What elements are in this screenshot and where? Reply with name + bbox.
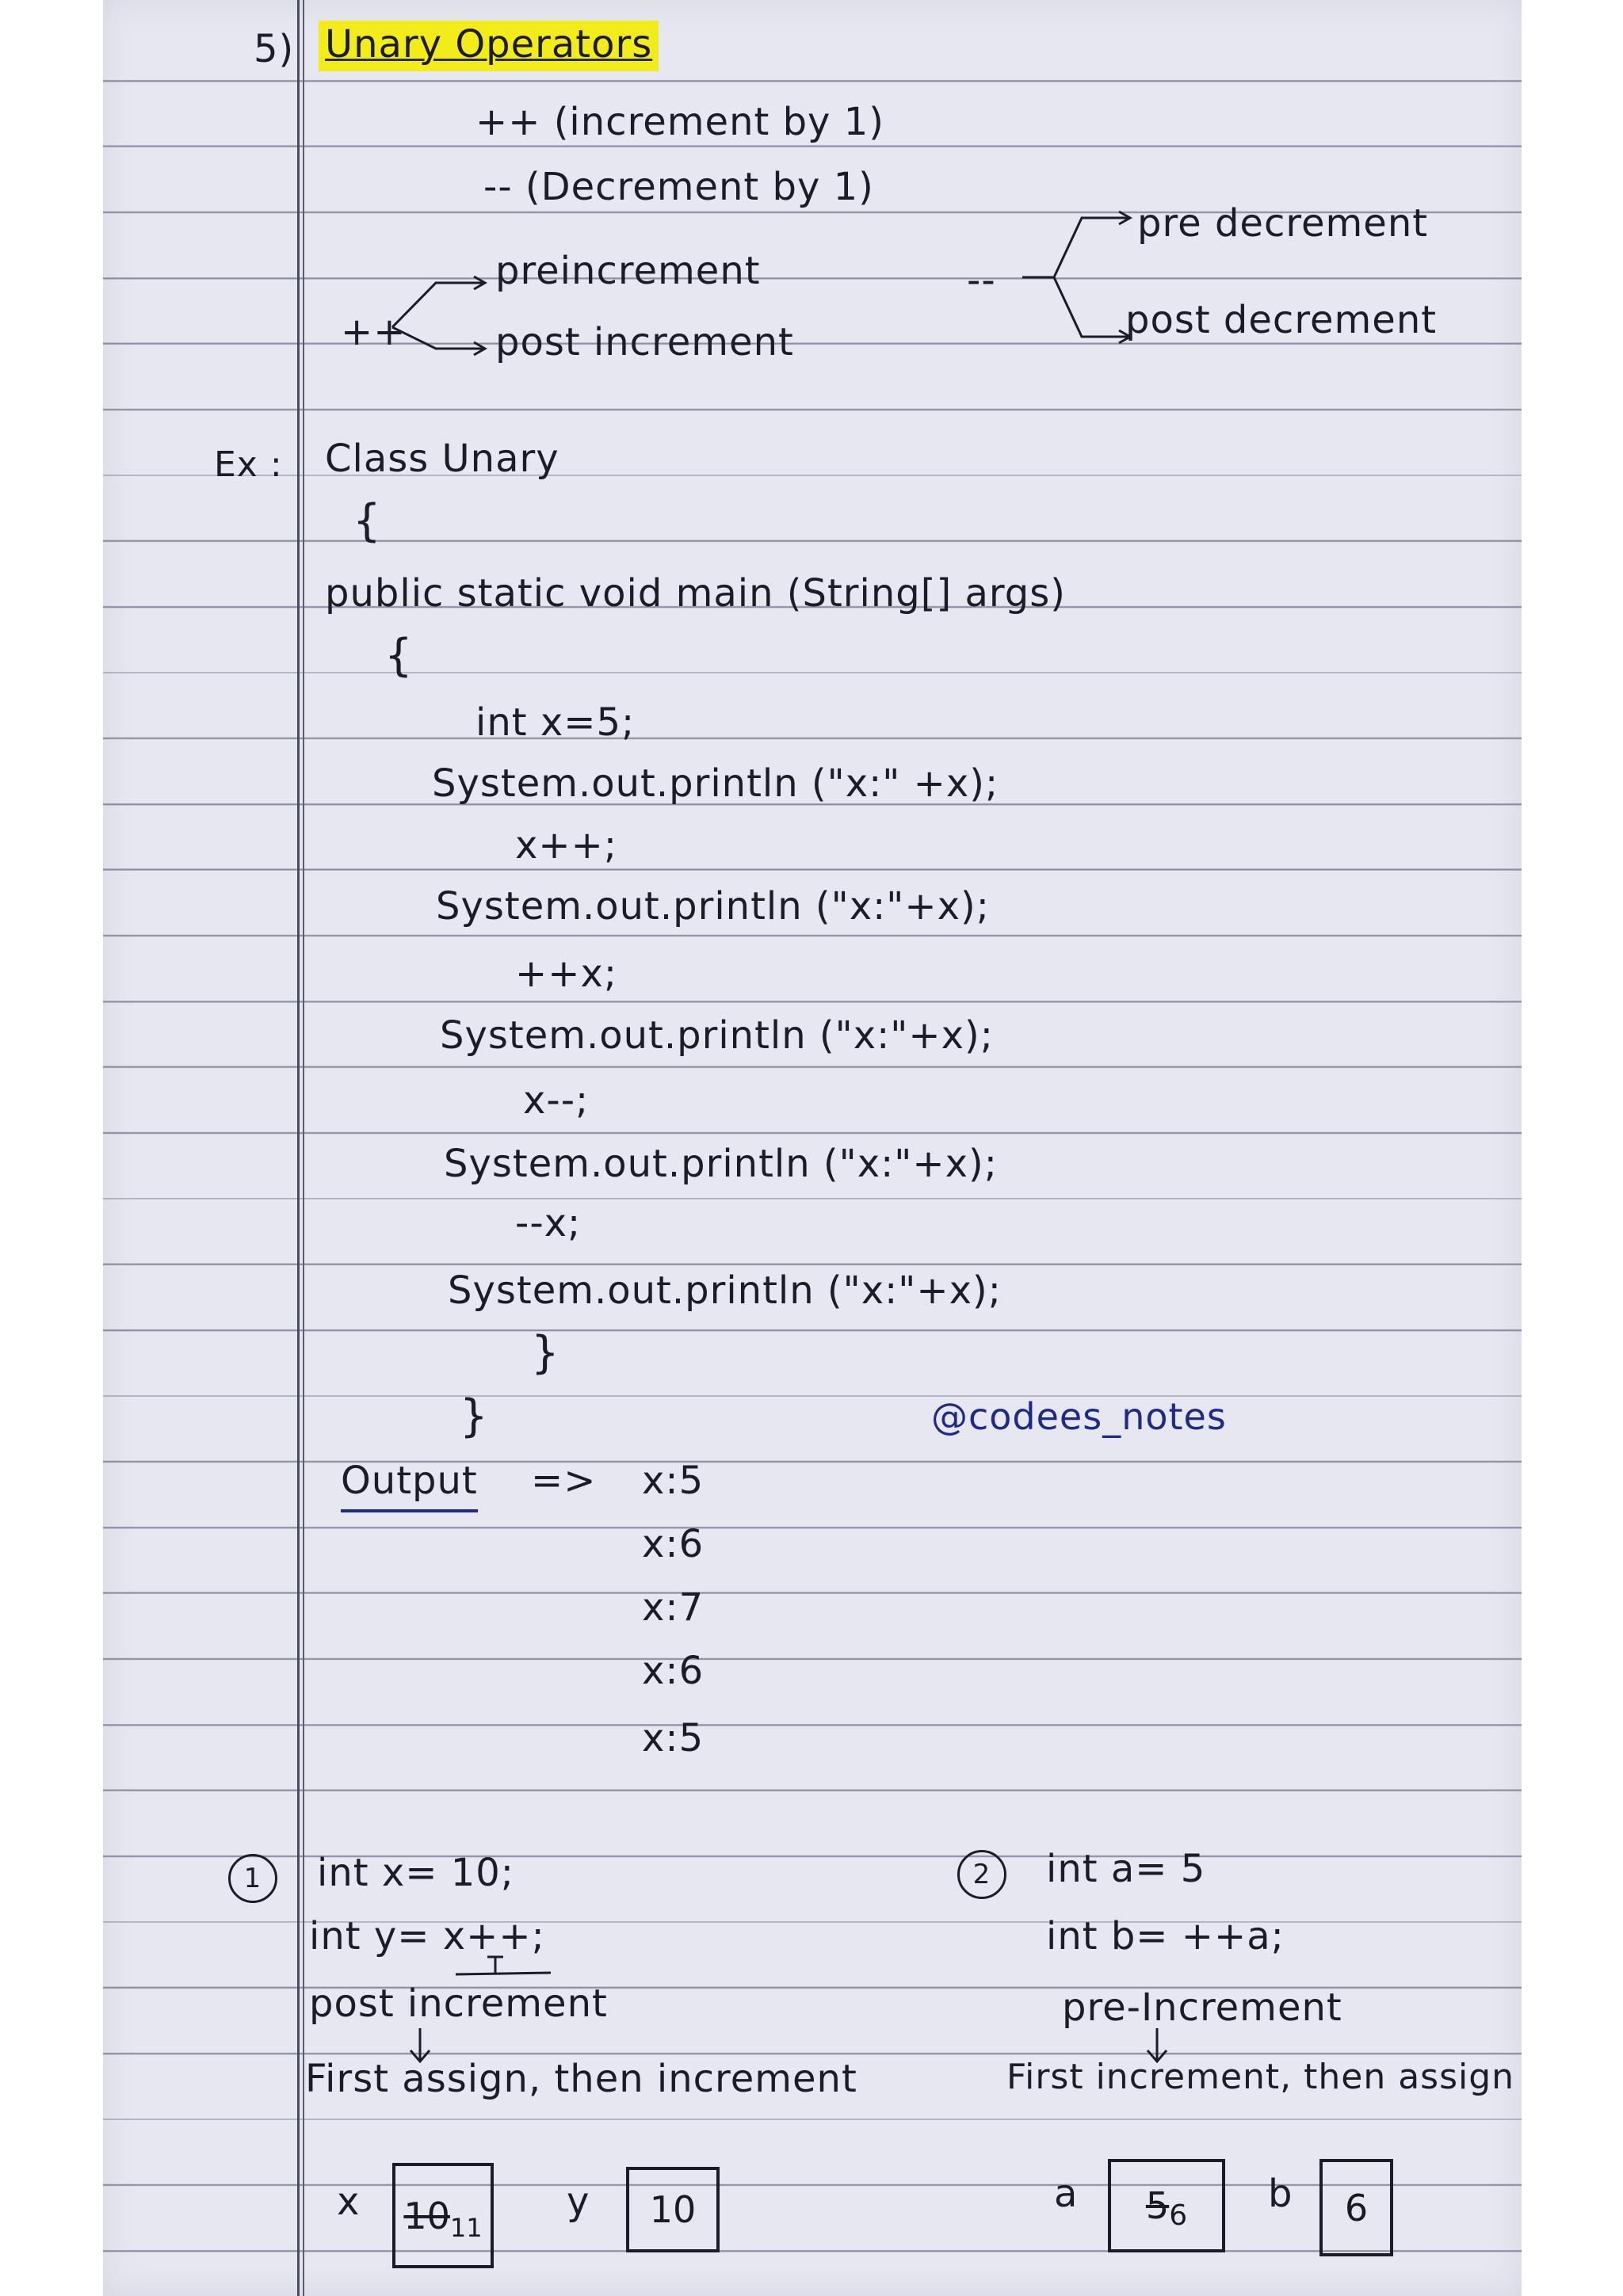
increment-definition: ++ (increment by 1)	[475, 100, 884, 144]
example1-box-x	[392, 2163, 494, 2268]
example1-box-y	[626, 2167, 720, 2252]
code-line-open-brace-2: {	[384, 630, 414, 681]
output-line-3: x:7	[642, 1585, 705, 1630]
example2-box-a-label: a	[1054, 2172, 1079, 2216]
section-title-text: Unary Operators	[319, 21, 659, 71]
example2-box-a-old: 5	[1145, 2184, 1170, 2227]
increment-branch-arrows	[388, 273, 491, 360]
output-line-5: x:5	[642, 1716, 705, 1760]
example2-box-b-label: b	[1268, 2172, 1293, 2216]
example1-box-x-old: 10	[403, 2194, 450, 2237]
example1-underline-mark	[452, 1951, 563, 1982]
notebook-page	[103, 0, 1522, 2296]
example1-box-y-label: y	[567, 2180, 590, 2224]
code-line-println-4: System.out.println ("x:"+x);	[444, 1142, 998, 1186]
code-line-x-plusplus: x++;	[515, 823, 618, 868]
section-number: 5)	[254, 27, 295, 71]
example1-kind: post increment	[309, 1981, 608, 2026]
output-line-2: x:6	[642, 1522, 705, 1566]
postincrement-label: post increment	[495, 320, 794, 364]
example2-box-b	[1319, 2159, 1393, 2256]
decrement-symbol: --	[967, 258, 996, 303]
output-label-text: Output	[341, 1459, 478, 1512]
code-line-println-1: System.out.println ("x:" +x);	[432, 761, 999, 806]
section-title	[319, 22, 659, 67]
code-line-close-brace-1: }	[531, 1327, 560, 1379]
example2-rule: First increment, then assign	[1006, 2057, 1515, 2097]
predecrement-label: pre decrement	[1137, 201, 1429, 246]
code-line-close-brace-2: }	[460, 1390, 489, 1442]
code-line-minusminus-x: --x;	[515, 1201, 582, 1245]
example2-line2: int b= ++a;	[1046, 1914, 1285, 1958]
example1-box-x-label: x	[337, 2180, 361, 2224]
output-arrow: =>	[531, 1459, 597, 1503]
output-line-4: x:6	[642, 1649, 705, 1693]
code-line-int-x: int x=5;	[475, 700, 636, 745]
example2-number: 2	[957, 1850, 1006, 1899]
code-line-println-3: System.out.println ("x:"+x);	[440, 1013, 994, 1058]
code-line-plusplus-x: ++x;	[515, 952, 618, 996]
example1-number: 1	[228, 1854, 277, 1903]
output-label	[341, 1459, 478, 1503]
code-line-class: Class Unary	[325, 437, 559, 481]
example2-kind: pre-Increment	[1062, 1985, 1342, 2030]
margin-line-inner	[303, 0, 304, 2296]
example1-box-x-new: 11	[449, 2212, 483, 2243]
code-line-x-minusminus: x--;	[523, 1078, 590, 1123]
example2-box-b-value: 6	[1344, 2186, 1369, 2229]
example1-box-y-value: 10	[649, 2188, 697, 2231]
code-line-open-brace: {	[353, 495, 382, 547]
margin-line	[297, 0, 300, 2296]
code-line-println-2: System.out.println ("x:"+x);	[436, 884, 990, 929]
example-label: Ex :	[214, 444, 283, 485]
example2-box-a	[1108, 2159, 1225, 2252]
code-line-println-5: System.out.println ("x:"+x);	[448, 1268, 1002, 1313]
example1-line1: int x= 10;	[317, 1851, 514, 1895]
example1-rule: First assign, then increment	[305, 2057, 857, 2101]
decrement-branch-arrows	[1022, 202, 1141, 353]
example2-box-a-new: 6	[1169, 2199, 1188, 2232]
preincrement-label: preincrement	[495, 249, 761, 293]
example1-line2: int y= x++;	[309, 1914, 545, 1958]
decrement-definition: -- (Decrement by 1)	[483, 165, 874, 209]
example2-line1: int a= 5	[1046, 1847, 1206, 1891]
increment-symbol: ++	[341, 310, 407, 354]
watermark: @codees_notes	[931, 1395, 1227, 1438]
code-line-main: public static void main (String[] args)	[325, 571, 1066, 616]
postdecrement-label: post decrement	[1125, 298, 1438, 342]
output-line-1: x:5	[642, 1459, 705, 1503]
